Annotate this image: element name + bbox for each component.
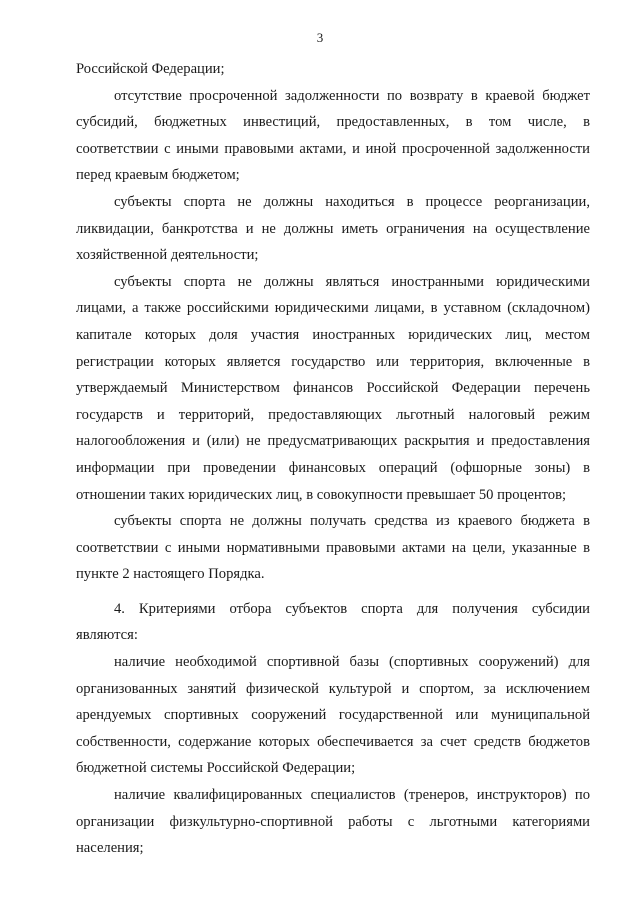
text-line: субъекты спорта не должны являться иностранными юридическими [114,273,590,290]
paragraph [76,56,590,83]
text-line: регистрации которых является государство или территория, включенные в [76,353,590,370]
paragraph [76,508,590,588]
text-line: соответствии с иными нормативными правовыми актами на цели, указанные в [76,539,590,556]
text-line: информации при проведении финансовых операций (офшорные зоны) в [76,459,590,476]
paragraph [76,269,590,508]
paragraph [76,189,590,269]
text-line: собственности, содержание которых обеспечивается за счет средств бюджетов [76,733,590,750]
text-line: отсутствие просроченной задолженности по возврату в краевой бюджет [114,87,590,104]
document-body [76,56,590,862]
text-line: арендуемых спортивных сооружений государственной или муниципальной [76,707,590,724]
text-line: бюджетной системы Российской Федерации; [76,760,356,777]
text-line: утверждаемый Министерством финансов Российской Федерации перечень [76,380,590,397]
page-number: 3 [316,30,324,45]
text-line: субъекты спорта не должны получать средства из краевого бюджета в [114,513,590,530]
text-line: Российской Федерации; [76,61,225,77]
text-line: налогообложения и (или) не предусматривающих раскрытия и предоставления [76,433,590,450]
text-line: 4. Критериями отбора субъектов спорта для получения субсидии [114,600,590,617]
text-line: перед краевым бюджетом; [76,167,240,184]
paragraph [76,83,590,189]
text-line: лицами, а также российскими юридическими лицами, в уставном (складочном) [76,300,590,317]
paragraph [76,649,590,782]
text-line: наличие квалифицированных специалистов (тренеров, инструкторов) по [114,787,590,804]
text-line: населения; [76,840,144,857]
text-line: государств и территорий, предоставляющих льготный налоговый режим [76,406,590,423]
text-line: соответствии с иными правовыми актами, и иной просроченной задолженности [76,140,590,157]
text-line: являются: [76,627,138,644]
text-line: капитале которых доля участия иностранных юридических лиц, местом [76,326,590,343]
text-line: хозяйственной деятельности; [76,247,259,264]
text-line: субъекты спорта не должны находиться в процессе реорганизации, [114,193,590,210]
text-line: ликвидации, банкротства и не должны иметь ограничения на осуществление [76,220,590,237]
paragraph [76,782,590,862]
text-line: организованных занятий физической культурой и спортом, за исключением [76,680,590,697]
paragraph-gap [76,588,590,596]
paragraph [76,596,590,649]
text-line: организации физкультурно-спортивной работы с льготными категориями [76,813,590,830]
text-line: пункте 2 настоящего Порядка. [76,566,265,583]
text-line: субсидий, бюджетных инвестиций, предоставленных, в том числе, в [76,114,590,131]
text-line: наличие необходимой спортивной базы (спортивных сооружений) для [114,654,590,671]
text-line: отношении таких юридических лиц, в совокупности превышает 50 процентов; [76,486,567,503]
